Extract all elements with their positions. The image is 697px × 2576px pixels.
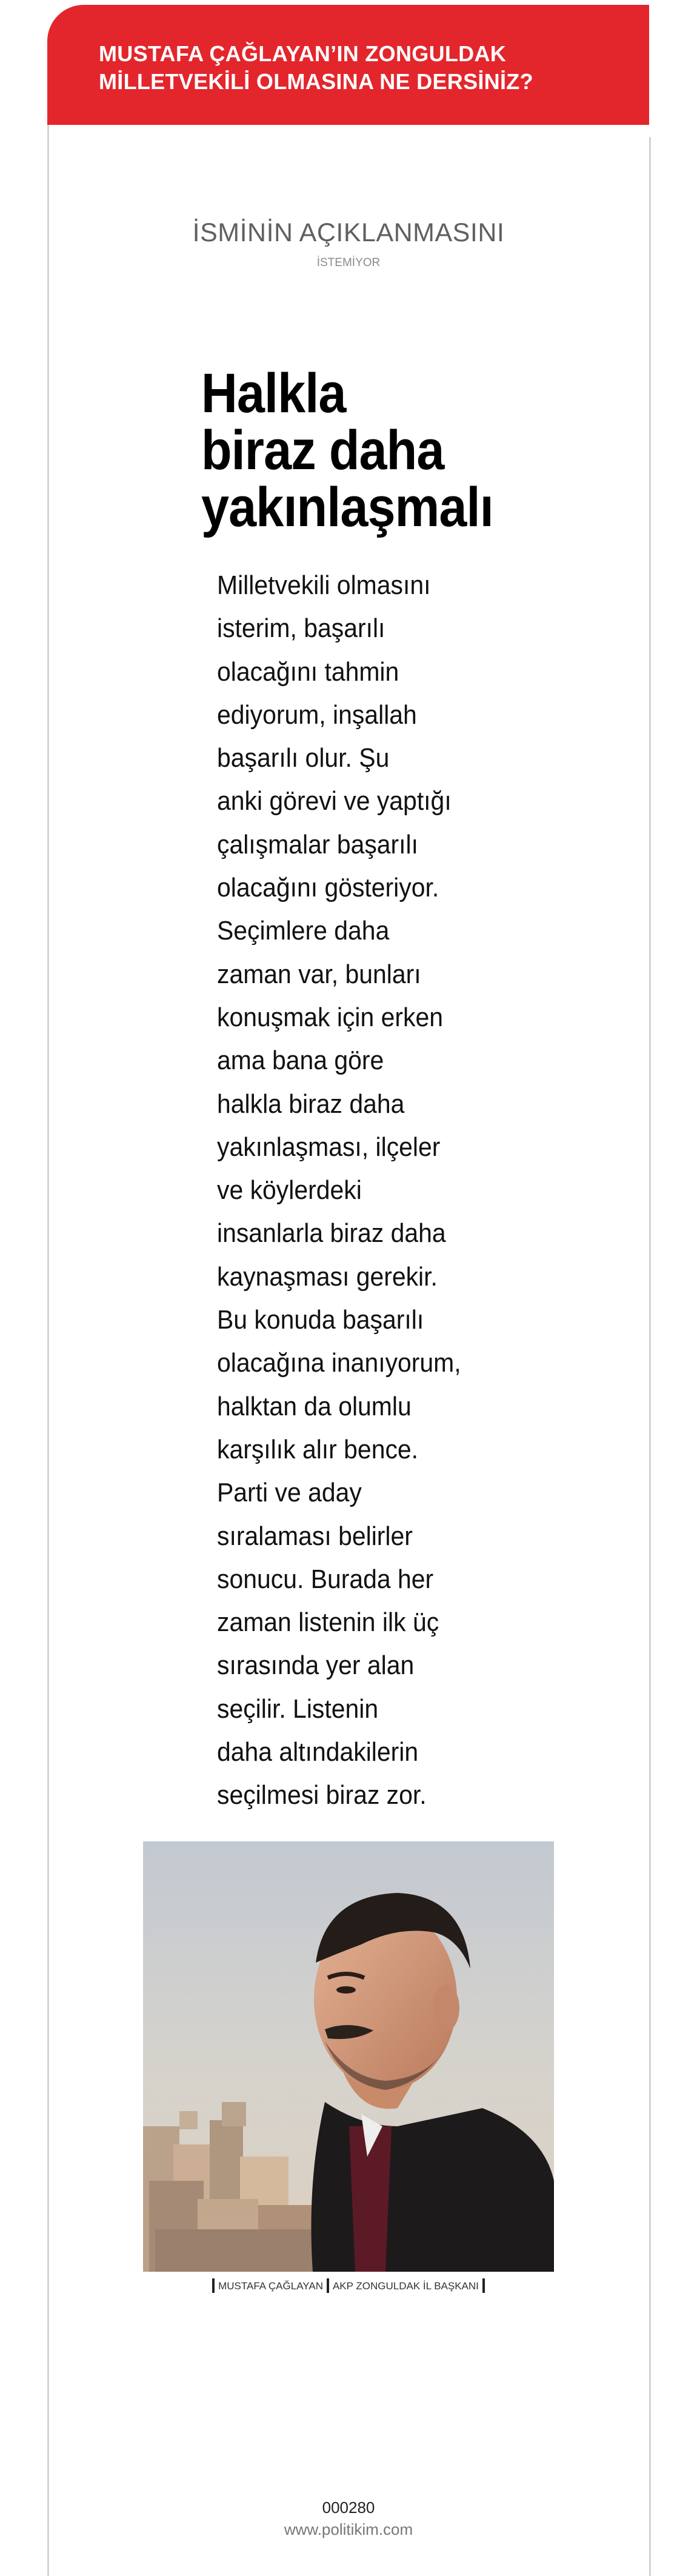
frame-right-border: [649, 137, 651, 2576]
body-line: insanlarla biraz daha: [217, 1218, 446, 1249]
caption-divider: [327, 2278, 329, 2293]
body-line: çalışmalar başarılı: [217, 829, 419, 859]
ear: [433, 1985, 459, 2031]
suit-jacket: [312, 2102, 555, 2272]
header-title-line-2: MİLLETVEKİLİ OLMASINA NE DERSİNİZ?: [99, 69, 533, 94]
portrait-illustration: [143, 1841, 554, 2272]
body-line: sıralaması belirler: [217, 1521, 413, 1551]
caption-divider: [482, 2278, 485, 2293]
body-line: Seçimlere daha: [217, 916, 390, 946]
body-line: seçilmesi biraz zor.: [217, 1780, 427, 1810]
eye: [336, 1986, 356, 1994]
article-body: [217, 564, 487, 1817]
caption-person-name: MUSTAFA ÇAĞLAYAN: [218, 2280, 323, 2292]
source-note: İSTEMİYOR: [316, 256, 381, 269]
body-line: Parti ve aday: [217, 1478, 362, 1508]
body-line: Bu konuda başarılı: [217, 1305, 424, 1335]
header-title: [99, 40, 632, 96]
article-headline: [201, 362, 507, 538]
body-line: ve köylerdeki: [217, 1175, 362, 1206]
body-line: olacağına inanıyorum,: [217, 1348, 461, 1378]
body-line: sonucu. Burada her: [217, 1564, 434, 1594]
headline-line: biraz daha: [201, 419, 444, 481]
frame-left-border: [47, 125, 49, 2576]
caption-divider: [212, 2278, 215, 2293]
portrait-photo: [143, 1841, 554, 2272]
body-line: yakınlaşması, ilçeler: [217, 1132, 441, 1162]
body-line: başarılı olur. Şu: [217, 743, 390, 773]
body-line: anki görevi ve yaptığı: [217, 786, 452, 816]
body-line: konuşmak için erken: [217, 1002, 444, 1032]
headline-line: yakınlaşmalı: [201, 476, 493, 538]
body-line: daha altındakilerin: [217, 1737, 419, 1767]
body-line: karşılık alır bence.: [217, 1434, 419, 1464]
body-line: ama bana göre: [217, 1046, 384, 1076]
body-line: olacağını gösteriyor.: [217, 873, 439, 903]
body-line: zaman var, bunları: [217, 959, 421, 989]
body-line: seçilir. Listenin: [217, 1693, 379, 1724]
body-line: kaynaşması gerekir.: [217, 1261, 438, 1292]
caption-person-title: AKP ZONGULDAK İL BAŞKANI: [332, 2280, 479, 2292]
body-line: zaman listenin ilk üç: [217, 1607, 439, 1638]
source-name: İSMİNİN AÇIKLANMASINI: [192, 218, 505, 247]
body-line: halktan da olumlu: [217, 1391, 412, 1421]
header-banner: [47, 5, 649, 125]
body-line: isterim, başarılı: [217, 613, 385, 644]
header-title-line-1: MUSTAFA ÇAĞLAYAN’IN ZONGULDAK: [99, 41, 507, 66]
body-line: ediyorum, inşallah: [217, 699, 417, 730]
body-line: olacağını tahmin: [217, 656, 399, 687]
body-line: sırasında yer alan: [217, 1650, 415, 1681]
website-link[interactable]: www.politikim.com: [284, 2520, 413, 2538]
photo-caption: [0, 2278, 697, 2293]
issue-number: 000280: [322, 2498, 375, 2517]
body-line: Milletvekili olmasını: [217, 570, 431, 600]
headline-line: Halkla: [201, 362, 346, 424]
body-line: halkla biraz daha: [217, 1089, 405, 1119]
